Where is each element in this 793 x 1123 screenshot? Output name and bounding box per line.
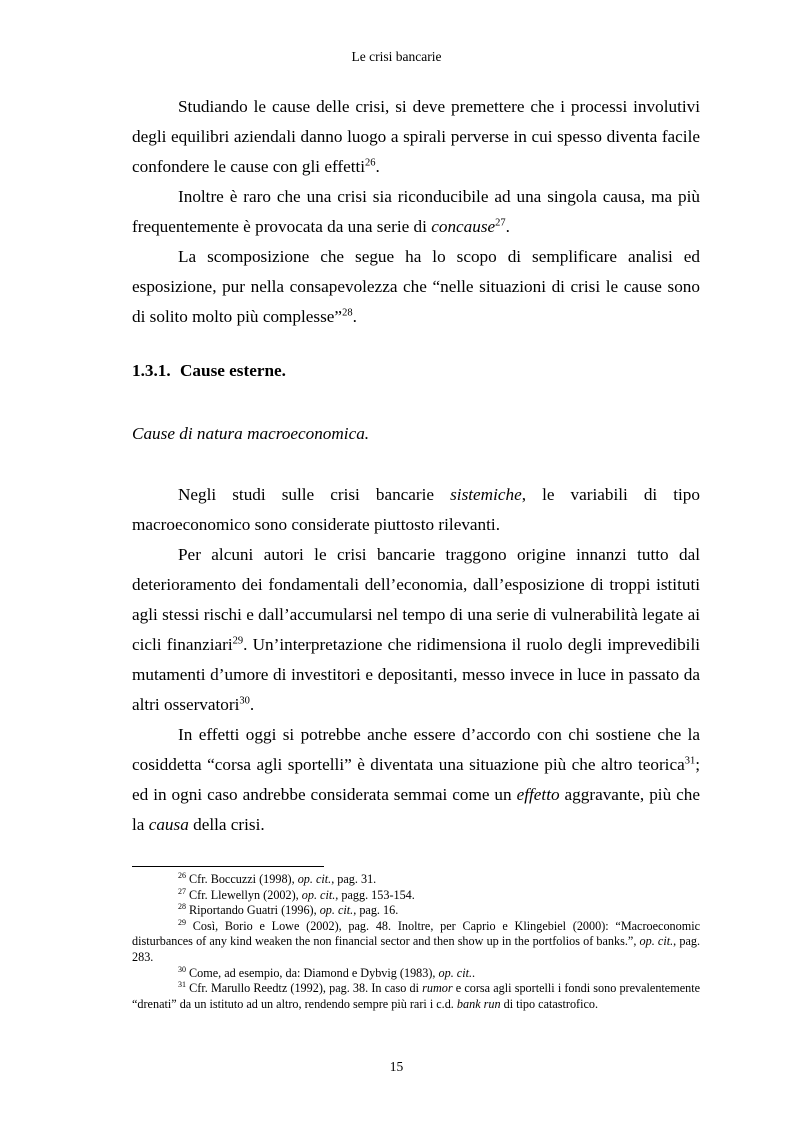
paragraph: Studiando le cause delle crisi, si deve premettere che i processi involutivi degli equilibri aziendali danno luogo a spirali perverse in cui spesso diventa facile confondere le cause con gli effetti$^{26}$.: [132, 97, 700, 176]
paragraph: Inoltre è raro che una crisi sia riconducibile ad una singola causa, ma più frequentemente è provocata da una serie di concause$^{27}$.: [132, 187, 700, 236]
page-number: 15: [389, 1059, 404, 1074]
footnote-number: 30: [178, 964, 186, 974]
footnote-number: 31: [178, 980, 186, 990]
emphasis: concause: [431, 217, 496, 236]
section-number: 1.3.1.: [132, 361, 171, 380]
footnote-ref: 29: [232, 635, 244, 647]
paragraph: In effetti oggi si potrebbe anche essere d’accordo con chi sostiene che la cosiddetta “corsa agli sportelli” è diventata una situazione più che altro teorica$^{31}$; ed in ogni caso andrebbe considerata semmai come un effetto aggravante, più che la causa della crisi.: [132, 725, 700, 834]
section-heading: [132, 361, 286, 381]
footnote: $^{28}$ Riportando Guatri (1996), op. cit., pag. 16.: [178, 902, 399, 918]
footnote: $^{31}$ Cfr. Marullo Reedtz (1992), pag. 38. In caso di rumor e corsa agli sportelli i fondi sono prevalentemente “drenati” da un istituto ad un altro, rendendo sempre più rari i c.d. bank run di tipo catastrofico.: [132, 980, 700, 1011]
emphasis: effetto: [516, 785, 560, 804]
footnote-ref: 31: [684, 755, 696, 767]
footnote: $^{29}$ Così, Borio e Lowe (2002), pag. 48. Inoltre, per Caprio e Klingebiel (2000): “Macroeconomic disturbances of any kind weaken the non financial sector and then show up in the portfolios of banks.”, op. cit., pag. 283.: [132, 917, 700, 964]
footnote: $^{26}$ Cfr. Boccuzzi (1998), op. cit., pag. 31.: [178, 870, 377, 886]
footnote-ref: 26: [365, 157, 376, 169]
footnotes: [132, 872, 700, 1012]
footnote-ref: 27: [495, 217, 506, 229]
subsection-heading: Cause di natura macroeconomica.: [132, 424, 370, 443]
paragraph: La scomposizione che segue ha lo scopo di semplificare analisi ed esposizione, pur nella consapevolezza che “nelle situazioni di crisi le cause sono di solito molto più complesse”$^{28}$.: [132, 247, 700, 326]
footnote-ref: 28: [342, 307, 353, 319]
main-text: [132, 480, 700, 840]
footnote-number: 28: [178, 902, 186, 912]
footnote-ref: 30: [239, 695, 250, 707]
footnote: $^{30}$ Come, ad esempio, da: Diamond e Dybvig (1983), op. cit..: [178, 964, 476, 980]
paragraph: Per alcuni autori le crisi bancarie traggono origine innanzi tutto dal deterioramento dei fondamentali dell’economia, dall’esposizione di troppi istituti agli stessi rischi e dall’accumularsi nel tempo di una serie di vulnerabilità legate ai cicli finanziari$^{29}$. Un’interpretazione che ridimensiona il ruolo degli imprevedibili mutamenti d’umore di investitori e depositanti, messo invece in luce in passato da altri osservatori$^{30}$.: [132, 545, 701, 714]
footnote: $^{27}$ Cfr. Llewellyn (2002), op. cit., pagg. 153-154.: [178, 886, 415, 902]
emphasis: causa: [148, 815, 189, 834]
intro-text: [132, 92, 700, 332]
footnote-number: 27: [178, 886, 186, 896]
section-title: Cause esterne.: [180, 361, 286, 380]
emphasis: sistemiche: [450, 485, 522, 504]
paragraph: Negli studi sulle crisi bancarie sistemiche, le variabili di tipo macroeconomico sono considerate piuttosto rilevanti.: [132, 485, 700, 534]
running-header: Le crisi bancarie: [351, 49, 442, 64]
footnote-divider: [132, 866, 324, 867]
footnote-number: 26: [178, 870, 186, 880]
footnote-number: 29: [178, 917, 186, 927]
